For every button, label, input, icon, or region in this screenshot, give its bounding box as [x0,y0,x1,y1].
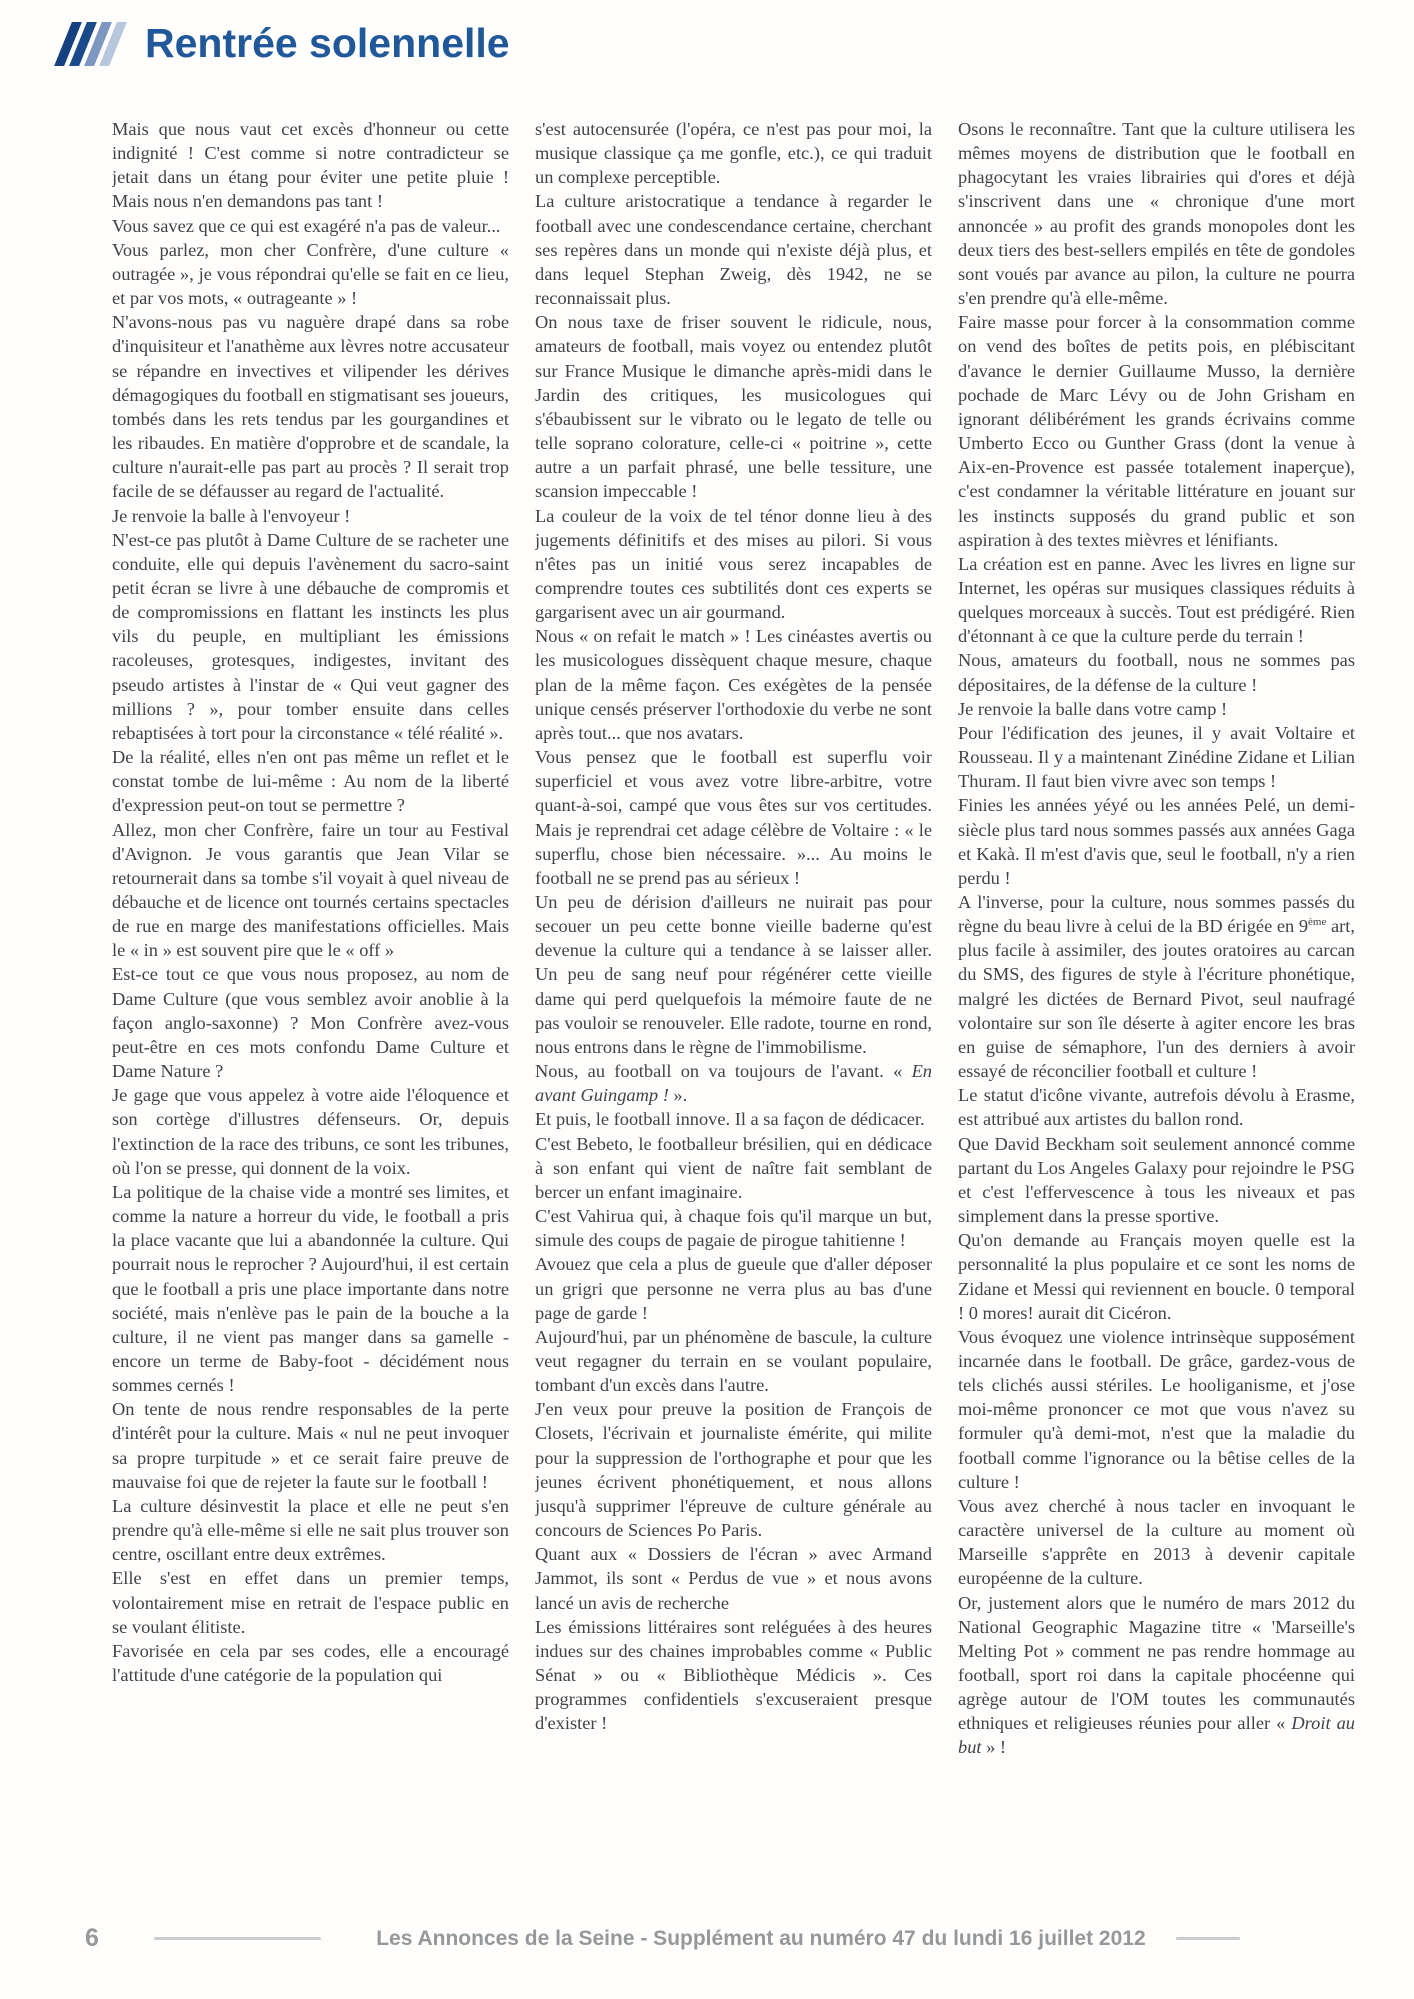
paragraph: Un peu de dérision d'ailleurs ne nuirait pas pour secouer un peu cette bonne vieille baderne qu'est devenue la culture qui a tendance à se laisser aller. Un peu de sang neuf pour régénérer cette vieille dame qui perd quelquefois la mémoire faute de ne pas vouloir se renouveler. Elle radote, tourne en rond, nous entrons dans le règne de l'immobilisme. [535,892,932,1057]
paragraph: Qu'on demande au Français moyen quelle est la personnalité la plus populaire et ce sont les noms de Zidane et Messi qui reviennent en boucle. 0 temporal ! 0 mores! aurait dit Cicéron. [958,1230,1355,1323]
paragraph: Je gage que vous appelez à votre aide l'éloquence et son cortège d'illustres défenseurs. Or, depuis l'extinction de la race des tribuns, ce sont les tribunes, où l'on se presse, qui donnent de la voix. [112,1085,509,1178]
paragraph: N'avons-nous pas vu naguère drapé dans sa robe d'inquisiteur et l'anathème aux lèvres notre accusateur se répandre en invectives et vilipender les dérives démagogiques du football en stigmatisant ses joueurs, tombés dans les rets tendus par les gourgandines et les ribaudes. En matière d'opprobre et de scandale, la culture n'aurait-elle pas part au procès ? Il serait trop facile de se défausser au regard de l'actualité. [112,312,509,502]
paragraph: Favorisée en cela par ses codes, elle a encouragé l'attitude d'une catégorie de la population qui [112,1640,509,1685]
paragraph: Vous parlez, mon cher Confrère, d'une culture « outragée », je vous répondrai qu'elle se fait en ce lieu, et par vos mots, « outrageante » ! [112,239,509,309]
paragraph: Allez, mon cher Confrère, faire un tour au Festival d'Avignon. Je vous garantis que Jean Vilar se retournerait dans sa tombe s'il voyait à quel niveau de débauche et de licence ont tournés certains spectacles de rue en marge des manifestations officielles. Mais le « in » est souvent pire que le « off » [112,819,509,961]
paragraph: C'est Vahirua qui, à chaque fois qu'il marque un but, simule des coups de pagaie de pirogue tahitienne ! [535,1206,932,1251]
article-column-1 [112,117,509,1917]
paragraph: De la réalité, elles n'en ont pas même un reflet et le constat tombe de lui-même : Au nom de la liberté d'expression peut-on tout se permettre ? [112,747,509,816]
page-number: 6 [85,1924,99,1952]
paragraph: Et puis, le football innove. Il a sa façon de dédicacer. [535,1109,925,1130]
paragraph: N'est-ce pas plutôt à Dame Culture de se racheter une conduite, elle qui depuis l'avènement du sacro-saint petit écran se livre à une débauche de compromis et de compromissions en flattant les instincts les plus vils du peuple, en multipliant les émissions racoleuses, grotesques, indigestes, invitant des pseudo artistes à l'instar de « Qui veut gagner des millions ? », pour tomber ensuite dans celles rebaptisées à tort pour la circonstance « télé réalité ». [112,529,509,743]
paragraph: La création est en panne. Avec les livres en ligne sur Internet, les opéras sur musiques classiques réduits à quelques morceaux à succès. Tout est prédigéré. Rien d'étonnant à ce que la culture perde du terrain ! [958,553,1355,647]
paragraph: La couleur de la voix de tel ténor donne lieu à des jugements définitifs et des mises au pilori. Si vous n'êtes pas un initié vous serez incapables de comprendre toutes ces subtilités dont ces experts se gargarisent avec un air gourmand. [535,505,932,623]
paragraph: Vous avez cherché à nous tacler en invoquant le caractère universel de la culture au moment où Marseille s'apprête en 2013 à devenir capitale européenne de la culture. [958,1495,1355,1589]
paragraph: Faire masse pour forcer à la consommation comme on vend des boîtes de petits pois, en plébiscitant d'avance le dernier Guillaume Musso, la dernière pochade de Marc Lévy ou de John Grisham en ignorant délibérément les grands écrivains comme Umberto Ecco ou Gunther Grass (dont la venue à Aix-en-Provence est passée totalement inaperçue), c'est condamner la véritable littérature en jouant sur les instincts supposés du grand public et son aspiration à des textes mièvres et lénifiants. [958,312,1355,550]
paragraph: Nous « on refait le match » ! Les cinéastes avertis ou les musicologues dissèquent chaque mesure, chaque plan de la même façon. Ces exégètes de la pensée unique censés préserver l'orthodoxie du verbe ne sont après tout... que nos avatars. [535,626,932,743]
footer-journal-title: Les Annonces de la Seine - Supplément au numéro 47 du lundi 16 juillet 2012 [376,1926,1146,1950]
paragraph: Vous évoquez une violence intrinsèque supposément incarnée dans le football. De grâce, gardez-vous de tels clichés aussi stériles. Le hooliganisme, et j'ose moi-même prononcer ce mot que vous n'avez su formuler qu'à demi-mot, n'est que la maladie du football comme l'ignorance ou la bêtise celles de la culture ! [958,1326,1355,1492]
paragraph: Aujourd'hui, par un phénomène de bascule, la culture veut regagner du terrain en se voulant populaire, tombant d'un excès dans l'autre. [535,1326,932,1396]
paragraph: La culture aristocratique a tendance à regarder le football avec une condescendance certaine, cherchant ses repères dans un monde qui n'existe déjà plus, et dans lequel Stephan Zweig, dès 1942, ne se reconnaissait plus. [535,191,932,309]
paragraph: Mais que nous vaut cet excès d'honneur ou cette indignité ! C'est comme si notre contradicteur se jetait dans un étang pour éviter une petite pluie ! Mais nous n'en demandons pas tant ! [112,119,509,212]
paragraph: Pour l'édification des jeunes, il y avait Voltaire et Rousseau. Il y a maintenant Zinédine Zidane et Lilian Thuram. Il faut bien vivre avec son temps ! [958,722,1355,792]
page-title: Rentrée solennelle [145,20,510,66]
page-footer [85,1924,1360,1953]
masthead [63,20,510,67]
paragraph: Quant aux « Dossiers de l'écran » avec Armand Jammot, ils sont « Perdus de vue » et nous avons lancé un avis de recherche [535,1544,932,1613]
paragraph: Les émissions littéraires sont reléguées à des heures indues sur des chaines improbables comme « Public Sénat » ou « Bibliothèque Médicis ». Ces programmes confidentiels s'excuseraient presque d'exister ! [535,1616,932,1734]
paragraph: s'est autocensurée (l'opéra, ce n'est pas pour moi, la musique classique ça me gonfle, etc.), ce qui traduit un complexe perceptible. [535,119,932,188]
stripes-logo [63,21,123,67]
paragraph: Nous, amateurs du football, nous ne sommes pas dépositaires, de la défense de la culture ! [958,650,1355,695]
paragraph: Osons le reconnaître. Tant que la culture utilisera les mêmes moyens de distribution que le football en phagocytant les vraies librairies qui d'ores et déjà s'inscrivent dans une « chronique d'une mort annoncée » au profit des grands monopoles dont les deux tiers des best-sellers empilés en tête de gondoles sont voués par avance au pilon, la culture ne pourra s'en prendre qu'à elle-même. [958,119,1355,309]
paragraph: La politique de la chaise vide a montré ses limites, et comme la nature a horreur du vide, le football a pris la place vacante que lui a abandonnée la culture. Qui pourrait nous le reprocher ? Aujourd'hui, il est certain que le football a pris une place importante dans notre société, mais n'enlève pas le pain de la bouche a la culture, il ne vient pas manger dans sa gamelle - encore un terme de Baby-foot - décidément nous sommes cernés ! [112,1181,509,1396]
paragraph: Nous, au football on va toujours de l'avant. « En avant Guingamp ! ». [535,1061,932,1106]
paragraph: Le statut d'icône vivante, autrefois dévolu à Erasme, est attribué aux artistes du ballon rond. [958,1085,1355,1130]
paragraph: Or, justement alors que le numéro de mars 2012 du National Geographic Magazine titre « 'Marseille's Melting Pot » comment ne pas rendre hommage au football, sport roi dans la capitale phocéenne qui agrège autour de l'OM toutes les communautés ethniques et religieuses réunies pour aller « Droit au but » ! [958,1592,1355,1758]
paragraph: Je renvoie la balle à l'envoyeur ! [112,505,351,526]
footer-rule-right [1176,1937,1240,1940]
paragraph: Vous pensez que le football est superflu voir superficiel et vous avez votre libre-arbitre, votre quant-à-soi, campé que vous êtes sur vos certitudes. Mais je reprendrai cet adage célèbre de Voltaire : « le superflu, chose bien nécessaire. »... Au moins le football ne se prend pas au sérieux ! [535,747,932,888]
paragraph: Que David Beckham soit seulement annoncé comme partant du Los Angeles Galaxy pour rejoindre le PSG et c'est l'effervescence à tous les niveaux et pas simplement dans la presse sportive. [958,1133,1355,1227]
paragraph: A l'inverse, pour la culture, nous sommes passés du règne du beau livre à celui de la BD érigée en 9ème art, plus facile à assimiler, des joutes oratoires au carcan du SMS, des figures de style à l'écriture phonétique, malgré les dictées de Bernard Pivot, seul naufragé volontaire sur son île déserte à agiter encore les bras en guise de sémaphore, l'un des derniers à avoir essayé de réconcilier football et culture ! [958,892,1355,1082]
paragraph: On nous taxe de friser souvent le ridicule, nous, amateurs de football, mais voyez ou entendez plutôt sur France Musique le dimanche après-midi dans le Jardin des critiques, les musicologues qui s'ébaubissent sur le vibrato ou le legato de telle ou telle soprano colorature, celle-ci « poitrine », cette autre a un parfait phrasé, une belle tessiture, une scansion impeccable ! [535,312,932,502]
paragraph: La culture désinvestit la place et elle ne peut s'en prendre qu'à elle-même si elle ne sait plus trouver son centre, oscillant entre deux extrêmes. [112,1495,509,1565]
article-column-3 [958,117,1355,1917]
paragraph: Vous savez que ce qui est exagéré n'a pas de valeur... [112,215,501,236]
footer-rule-left [154,1937,321,1940]
paragraph: J'en veux pour preuve la position de François de Closets, l'écrivain et journaliste émérite, qui milite pour la suppression de l'orthographe et pour que les jeunes écrivent phonétiquement, et nous allons jusqu'à supprimer l'épreuve de culture générale au concours de Sciences Po Paris. [535,1399,932,1541]
paragraph: Est-ce tout ce que vous nous proposez, au nom de Dame Culture (que vous semblez avoir anoblie à la façon anglo-saxonne) ? Mon Confrère avez-vous peut-être en ces mots confondu Dame Culture et Dame Nature ? [112,964,509,1082]
paragraph: Je renvoie la balle dans votre camp ! [958,698,1228,719]
paragraph: Avouez que cela a plus de gueule que d'aller déposer un grigri que personne ne verra plus au bas d'une page de garde ! [535,1254,932,1323]
paragraph: C'est Bebeto, le footballeur brésilien, qui en dédicace à son enfant qui vient de naître fait semblant de bercer un enfant imaginaire. [535,1133,932,1202]
paragraph: Finies les années yéyé ou les années Pelé, un demi-siècle plus tard nous sommes passés aux années Gaga et Kakà. Il m'est d'avis que, seul le football, n'y a rien perdu ! [958,795,1355,888]
article-column-2 [535,117,932,1917]
paragraph: Elle s'est en effet dans un premier temps, volontairement mise en retrait de l'espace public en se voulant élitiste. [112,1568,509,1637]
paragraph: On tente de nous rendre responsables de la perte d'intérêt pour la culture. Mais « nul ne peut invoquer sa propre turpitude » et ce serait faire preuve de mauvaise foi que de rejeter la faute sur le football ! [112,1399,509,1492]
